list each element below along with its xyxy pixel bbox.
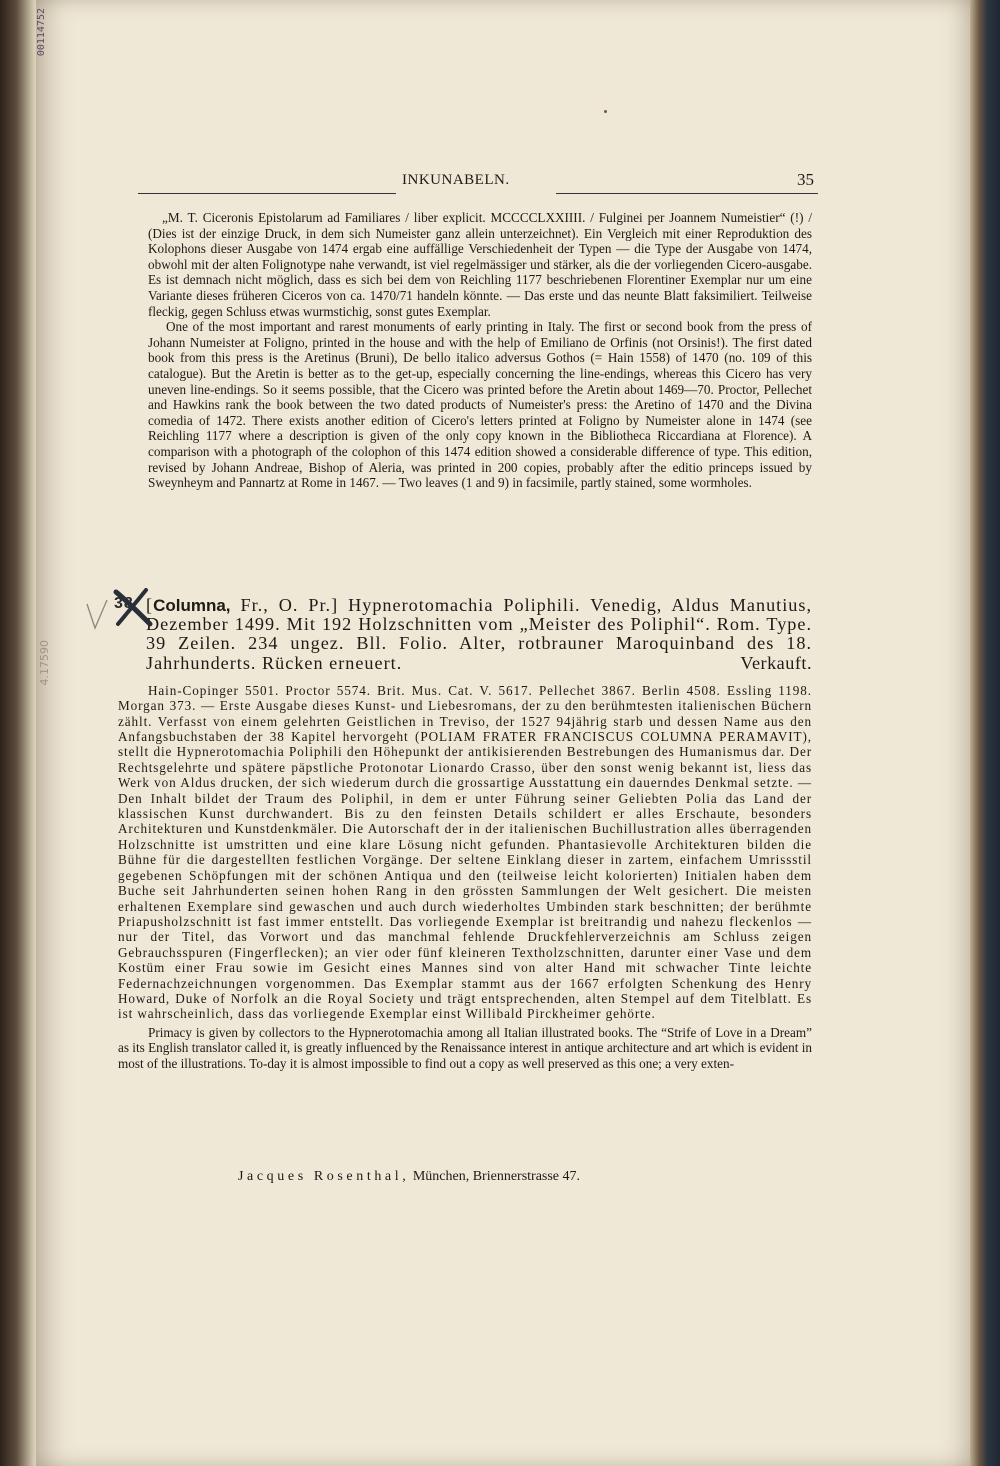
paper-speck [604, 110, 607, 113]
margin-pencil-note: 4.17590 [38, 640, 51, 686]
previous-entry-continuation [148, 210, 812, 491]
entry-english-paragraph: Primacy is given by collectors to the Hypnerotomachia among all Italian illustrated books. The “Strife of Love in a Dream” as its English translator called it, is greatly influenced by the Renaissance interest in antique architecture and art which is evident in most of the illustrations. To-day it is almost impossible to find out a copy as well preserved as this one; a very exten- [118, 1024, 812, 1071]
entry-heading: 38 [Columna, Fr., O. Pr.] Hypnerotomachia Poliphili. Venedig, Aldus Manutius, Dezember 1499. Mit 192 Holzschnitten vom „Meister des Poliphil“. Rom. Type. 39 Zeilen. 234 ungez. Bll. Folio. Alter, rotbrauner Maroquinband des 18. Jahrhunderts. Rücken erneuert. Verkauft. [146, 596, 812, 673]
library-stamp-id: 00114752 [36, 8, 47, 57]
pencil-check-mark [84, 598, 110, 632]
catalogue-entry-columna [114, 596, 812, 1071]
binding-right-edge [968, 0, 1000, 1466]
entry-title-description: Fr., O. Pr.] Hypnerotomachia Poliphili. Venedig, Aldus Manutius, Dezember 1499. Mit 192 Holzschnitten vom „Meister des Poliphil“. Rom. Type. 39 Zeilen. 234 ungez. Bll. Folio. Alter, rotbrauner Maroquinband des 18. Jahrhunderts. Rücken erneuert. [146, 595, 812, 673]
entry-references-paragraph: Hain-Copinger 5501. Proctor 5574. Brit. Mus. Cat. V. 5617. Pellechet 3867. Berlin 4508. Essling 1198. Morgan 373. — Erste Ausgabe dieses Kunst- und Liebesromans, der zu den berühmtesten italienischen Büchern zählt. Verfasst von einem gelehrten Geistlichen in Treviso, der 1527 94jährig starb und dessen Name aus den Anfangsbuchstaben der 38 Kapitel hervorgeht (POLIAM FRATER FRANCISCUS COLUMNA PERAMAVIT), stellt die Hypnerotomachia Poliphili den Höhepunkt der antikisierenden Bestrebungen des Humanismus dar. Der Rechtsgelehrte und spätere päpstliche Protonotar Lionardo Crasso, über den sonst wenig bekannt ist, liess das Werk von Aldus drucken, der sich wiederum durch die grossartige Ausstattung ein dauerndes Denkmal setzte. — Den Inhalt bildet der Traum des Poliphil, in dem er unter Führung seiner Geliebten Polia das Land der klassischen Kunst durchwandert. Bis zu den feinsten Details schildert er alles Erschaute, besonders Architekturen und Kunstdenkmäler. Die Autorschaft der in der italienischen Buchillustration alles überragenden Holzschnitte ist umstritten und eine klare Lösung nicht gefunden. Phantasievolle Architekturen bilden die Bühne für die dargestellten festlichen Vorgänge. Der seltene Einklang dieser in zartem, einfachem Umrissstil gegebenen Schöpfungen mit der schönen Antiqua und den (teilweise leicht kolorierten) Initialen haben dem Buche seit Jahrhunderten seinen hohen Rang in den grössten Sammlungen der Welt gesichert. Die meisten erhaltenen Exemplare sind gewaschen und auch durch wiederholtes Umbinden stark beschnitten; der berühmte Priapusholzschnitt ist fast immer entstellt. Das vorliegende Exemplar ist breitrandig und nahezu fleckenlos — nur der Titel, das Vorwort und das manchmal fehlende Druckfehlerverzeichnis am Schluss zeigen Gebrauchsspuren (Fingerflecken); an vier oder fünf kleineren Textholzschnitten, darunter einer Vase und dem Kostüm einer Frau sowie im Gesicht eines Mannes sind von alter Hand mit schwacher Tinte leichte Federnachzeichnungen vorgenommen. Das Exemplar stammt aus der 1667 erfolgten Schenkung des Henry Howard, Duke of Norfolk an die Royal Society und trägt entsprechenden, alten Stempel auf dem Titelblatt. Es ist wahrscheinlich, dass das vorliegende Exemplar einst Willibald Pirckheimer gehörte. [118, 682, 812, 1022]
publisher-address: München, Briennerstrasse 47. [412, 1169, 581, 1184]
header-rule-right [556, 193, 818, 194]
entry-status: Verkauft. [740, 652, 812, 673]
entry-author: Columna, [153, 596, 231, 615]
running-header [138, 170, 818, 194]
paragraph-english: One of the most important and rarest monuments of early printing in Italy. The first or second book from the press of Johann Numeister at Foligno, printed in the house and with the help of Emiliano de Orfinis (not Orsinis!). The first dated book from this press is the Aretinus (Bruni), De bello italico adversus Gothos (= Hain 1558) of 1470 (no. 109 of this catalogue). But the Aretin is better as to the get-up, especially concerning the line-endings, whereas this Cicero has very uneven line-endings. So it seems possible, that the Cicero was printed before the Aretin about 1469—70. Proctor, Pellechet and Hawkins rank the book between the two dated products of Numeister's press: the Aretino of 1470 and the Divina comedia of 1472. There exists another edition of Cicero's letters printed at Foligno by Numeister alone in 1474 (see Reichling 1177 where a description is given of the only copy known in the Bibliotheca Riccardiana at Florence). A comparison with a photograph of the colophon of this 1474 edition showed a considerable difference of type. This edition, revised by Johann Andreae, Bishop of Aleria, was printed in 200 copies, probably after the editio princeps issued by Sweynheym and Pannartz at Rome in 1467. — Two leaves (1 and 9) in facsimile, partly stained, some wormholes. [148, 319, 812, 491]
page-number: 35 [797, 170, 814, 189]
entry-description [118, 683, 812, 1071]
publisher-footer [238, 1169, 580, 1185]
binding-left-edge [0, 0, 40, 1466]
entry-number: 38 [114, 595, 134, 612]
header-title: INKUNABELN. [402, 172, 510, 188]
header-rule-left [138, 193, 396, 194]
paragraph-german: „M. T. Ciceronis Epistolarum ad Familiares / liber explicit. MCCCCLXXIIII. / Fulginei per Joannem Numeistier“ (!) / (Dies ist der einzige Druck, in dem sich Numeister ganz allein unterzeichnet). Ein Vergleich mit einer Reproduktion des Kolophons dieser Ausgabe von 1474 ergab eine auffällige Verschiedenheit der Typen — die Type der Ausgabe von 1474, obwohl mit der alten Folignotype nahe verwandt, ist viel regelmässiger und stärker, als die der vorliegenden Cicero-ausgabe. Es ist demnach nicht möglich, dass es sich bei dem von Reichling 1177 beschriebenen Florentiner Exemplar nur um eine Variante dieses früheren Ciceros von ca. 1470/71 handeln könnte. — Das erste und das neunte Blatt faksimiliert. Teilweise fleckig, gegen Schluss etwas wurmstichig, sonst gutes Exemplar. [148, 210, 812, 319]
ink-cross-mark [112, 588, 156, 628]
publisher-name: Jacques Rosenthal, [238, 1169, 410, 1184]
